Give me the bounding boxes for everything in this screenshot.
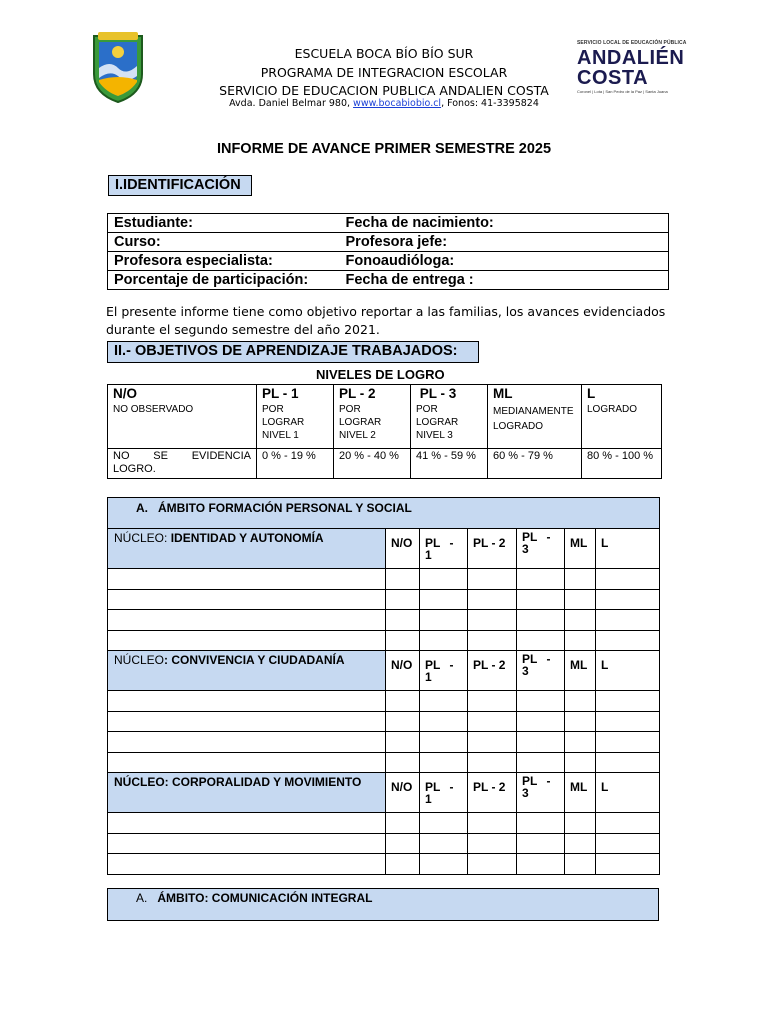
objective-cell[interactable] [108, 589, 386, 610]
level-range: 41 % - 59 % [411, 449, 488, 479]
contact-line [0, 98, 768, 109]
col-pl2: PL - 2 [468, 529, 517, 569]
report-title: INFORME DE AVANCE PRIMER SEMESTRE 2025 [216, 141, 552, 157]
level-mark-cell[interactable] [596, 813, 660, 834]
level-mark-cell[interactable] [386, 691, 420, 712]
ambito-title [108, 498, 660, 529]
level-mark-cell[interactable] [468, 732, 517, 753]
website-link[interactable]: www.bocabiobio.cl [353, 98, 442, 109]
ambito-title-text: ÁMBITO: COMUNICACIÓN INTEGRAL [157, 891, 373, 905]
level-mark-cell[interactable] [565, 854, 596, 875]
level-mark-cell[interactable] [386, 854, 420, 875]
level-mark-cell[interactable] [596, 589, 660, 610]
level-mark-cell[interactable] [596, 630, 660, 651]
col-pl2: PL - 2 [468, 773, 517, 813]
levels-table [107, 384, 662, 479]
level-code: L [587, 386, 596, 401]
table-row [108, 752, 660, 773]
ambito-header-row [108, 498, 660, 529]
level-mark-cell[interactable] [517, 691, 565, 712]
level-mark-cell[interactable] [565, 732, 596, 753]
level-cell [411, 385, 488, 449]
objective-cell[interactable] [108, 569, 386, 590]
level-desc: NO OBSERVADO [113, 404, 194, 415]
col-pl2: PL - 2 [468, 651, 517, 691]
level-mark-cell[interactable] [420, 833, 468, 854]
ident-label: Porcentaje de participación: [114, 272, 309, 288]
nucleo-corporalidad [108, 773, 386, 813]
level-mark-cell[interactable] [517, 833, 565, 854]
objective-cell[interactable] [108, 813, 386, 834]
objective-cell[interactable] [108, 854, 386, 875]
level-cell [334, 385, 411, 449]
objective-cell[interactable] [108, 691, 386, 712]
level-mark-cell[interactable] [420, 813, 468, 834]
nucleo-header-row [108, 529, 660, 569]
level-mark-cell[interactable] [386, 610, 420, 631]
level-cell [582, 385, 662, 449]
table-row [108, 813, 660, 834]
phone-text: , Fonos: 41-3395824 [441, 98, 539, 109]
section-objectives-title: II.- OBJETIVOS DE APRENDIZAJE TRABAJADOS: [107, 341, 479, 363]
level-mark-cell[interactable] [517, 589, 565, 610]
level-cell [257, 385, 334, 449]
level-mark-cell[interactable] [386, 589, 420, 610]
ambito-header-row [108, 889, 659, 921]
col-pl1: PL - 1 [420, 651, 468, 691]
level-mark-cell[interactable] [596, 732, 660, 753]
table-row [108, 589, 660, 610]
table-row [108, 711, 660, 732]
ident-label: Fecha de nacimiento: [345, 215, 494, 231]
level-mark-cell[interactable] [468, 854, 517, 875]
level-mark-cell[interactable] [468, 752, 517, 773]
ident-row [108, 214, 669, 233]
level-mark-cell[interactable] [386, 630, 420, 651]
level-mark-cell[interactable] [565, 630, 596, 651]
level-mark-cell[interactable] [468, 691, 517, 712]
section-identification-title: I.IDENTIFICACIÓN [108, 175, 252, 196]
level-desc: POR LOGRAR [416, 404, 459, 428]
col-pl3: PL - 3 [517, 529, 565, 569]
nucleo-header-row [108, 773, 660, 813]
level-mark-cell[interactable] [565, 752, 596, 773]
level-mark-cell[interactable] [420, 752, 468, 773]
table-row [108, 610, 660, 631]
ambito-prefix: A. [136, 891, 148, 905]
table-row [108, 732, 660, 753]
level-mark-cell[interactable] [517, 813, 565, 834]
level-mark-cell[interactable] [565, 569, 596, 590]
level-range: 80 % - 100 % [582, 449, 662, 479]
level-mark-cell[interactable] [386, 752, 420, 773]
logo-word-costa: COSTA [577, 67, 649, 89]
level-mark-cell[interactable] [517, 752, 565, 773]
col-ml: ML [565, 773, 596, 813]
level-mark-cell[interactable] [596, 711, 660, 732]
objective-cell[interactable] [108, 711, 386, 732]
level-mark-cell[interactable] [565, 691, 596, 712]
col-ml: ML [565, 651, 596, 691]
col-pl1: PL - 1 [420, 529, 468, 569]
level-cell [108, 385, 257, 449]
level-mark-cell[interactable] [517, 610, 565, 631]
objective-cell[interactable] [108, 732, 386, 753]
ambito-comunicacion-table [107, 888, 659, 921]
level-range: 0 % - 19 % [257, 449, 334, 479]
nucleo-label: NÚCLEO [114, 653, 165, 667]
level-mark-cell[interactable] [468, 569, 517, 590]
level-code: N/O [113, 386, 138, 401]
ambito-personal-social-table [107, 497, 660, 875]
level-mark-cell[interactable] [468, 630, 517, 651]
level-mark-cell[interactable] [565, 813, 596, 834]
ambito-title-text: ÁMBITO FORMACIÓN PERSONAL Y SOCIAL [158, 501, 412, 515]
level-mark-cell[interactable] [517, 569, 565, 590]
table-row [108, 569, 660, 590]
levels-range-row [108, 449, 662, 479]
logo-sub-text: Coronel | Lota | San Pedro de la Paz | Santa Juana [577, 89, 668, 94]
level-mark-cell[interactable] [420, 854, 468, 875]
level-mark-cell[interactable] [517, 854, 565, 875]
level-mark-cell[interactable] [386, 833, 420, 854]
nucleo-name: NÚCLEO: CORPORALIDAD Y MOVIMIENTO [114, 775, 362, 789]
col-pl3: PL - 3 [517, 651, 565, 691]
logo-word-andalien: ANDALIÉN [577, 47, 685, 69]
col-pl1: PL - 1 [420, 773, 468, 813]
level-mark-cell[interactable] [468, 589, 517, 610]
level-mark-cell[interactable] [565, 610, 596, 631]
level-mark-cell[interactable] [468, 610, 517, 631]
ident-label: Profesora jefe: [345, 234, 448, 250]
level-mark-cell[interactable] [517, 630, 565, 651]
levels-header-row [108, 385, 662, 449]
level-mark-cell[interactable] [517, 732, 565, 753]
ident-label: Estudiante: [114, 215, 193, 231]
level-code: ML [493, 386, 513, 401]
nucleo-convivencia [108, 651, 386, 691]
level-mark-cell[interactable] [596, 833, 660, 854]
ident-row [108, 252, 669, 271]
school-name: ESCUELA BOCA BÍO BÍO SUR [294, 46, 474, 61]
level-desc: LOGRADO [587, 404, 638, 415]
ambito-title [108, 889, 659, 921]
level-mark-cell[interactable] [386, 813, 420, 834]
ident-label: Fecha de entrega : [345, 272, 474, 288]
objective-cell[interactable] [108, 752, 386, 773]
col-l: L [596, 773, 660, 813]
level-mark-cell[interactable] [420, 732, 468, 753]
level-mark-cell[interactable] [468, 813, 517, 834]
level-mark-cell[interactable] [420, 569, 468, 590]
nucleo-label: NÚCLEO: [114, 531, 171, 545]
level-nivel: NIVEL 2 [339, 430, 376, 441]
ident-label: Curso: [114, 234, 161, 250]
table-row [108, 854, 660, 875]
level-mark-cell[interactable] [565, 711, 596, 732]
level-mark-cell[interactable] [386, 732, 420, 753]
nucleo-name: : CONVIVENCIA Y CIUDADANÍA [164, 653, 345, 667]
level-range: NO SE EVIDENCIA LOGRO. [108, 449, 257, 479]
level-mark-cell[interactable] [596, 569, 660, 590]
col-pl3: PL - 3 [517, 773, 565, 813]
program-name: PROGRAMA DE INTEGRACION ESCOLAR [260, 65, 508, 80]
ident-row [108, 271, 669, 290]
col-l: L [596, 651, 660, 691]
objective-cell[interactable] [108, 630, 386, 651]
level-mark-cell[interactable] [468, 833, 517, 854]
level-nivel: NIVEL 1 [262, 430, 299, 441]
level-mark-cell[interactable] [596, 610, 660, 631]
address-text: Avda. Daniel Belmar 980, [229, 98, 354, 109]
level-desc: POR LOGRAR [262, 404, 305, 428]
ambito-prefix: A. [136, 501, 148, 515]
objective-cell[interactable] [108, 833, 386, 854]
table-row [108, 833, 660, 854]
identification-table [107, 213, 669, 290]
level-mark-cell[interactable] [386, 569, 420, 590]
level-mark-cell[interactable] [517, 711, 565, 732]
col-l: L [596, 529, 660, 569]
levels-title: NIVELES DE LOGRO [316, 367, 445, 382]
level-code: PL - 3 [416, 386, 457, 401]
level-mark-cell[interactable] [468, 711, 517, 732]
level-mark-cell[interactable] [420, 589, 468, 610]
nucleo-name: IDENTIDAD Y AUTONOMÍA [170, 531, 324, 545]
col-no: N/O [386, 529, 420, 569]
level-mark-cell[interactable] [386, 711, 420, 732]
level-cell [488, 385, 582, 449]
level-desc: POR LOGRAR [339, 404, 382, 428]
ident-label: Fonoaudióloga: [345, 253, 455, 269]
col-ml: ML [565, 529, 596, 569]
ident-label: Profesora especialista: [114, 253, 273, 269]
level-mark-cell[interactable] [565, 589, 596, 610]
objective-cell[interactable] [108, 610, 386, 631]
col-no: N/O [386, 651, 420, 691]
level-mark-cell[interactable] [596, 752, 660, 773]
level-mark-cell[interactable] [596, 854, 660, 875]
level-mark-cell[interactable] [565, 833, 596, 854]
intro-paragraph: El presente informe tiene como objetivo reportar a las familias, los avances evidenciados durante el segundo semestre del año 2021. [106, 304, 666, 337]
level-code: PL - 1 [262, 386, 299, 401]
nucleo-header-row [108, 651, 660, 691]
level-mark-cell[interactable] [420, 711, 468, 732]
nucleo-identidad [108, 529, 386, 569]
table-row [108, 691, 660, 712]
level-mark-cell[interactable] [420, 630, 468, 651]
service-name: SERVICIO DE EDUCACION PUBLICA ANDALIEN COSTA [219, 83, 549, 98]
logo-top-text: SERVICIO LOCAL DE EDUCACIÓN PÚBLICA [577, 40, 687, 46]
level-code: PL - 2 [339, 386, 376, 401]
ident-row [108, 233, 669, 252]
level-desc: MEDIANAMENTE LOGRADO [493, 406, 574, 432]
level-range: 20 % - 40 % [334, 449, 411, 479]
table-row [108, 630, 660, 651]
level-nivel: NIVEL 3 [416, 430, 453, 441]
level-mark-cell[interactable] [596, 691, 660, 712]
level-mark-cell[interactable] [420, 610, 468, 631]
level-mark-cell[interactable] [420, 691, 468, 712]
level-range: 60 % - 79 % [488, 449, 582, 479]
col-no: N/O [386, 773, 420, 813]
